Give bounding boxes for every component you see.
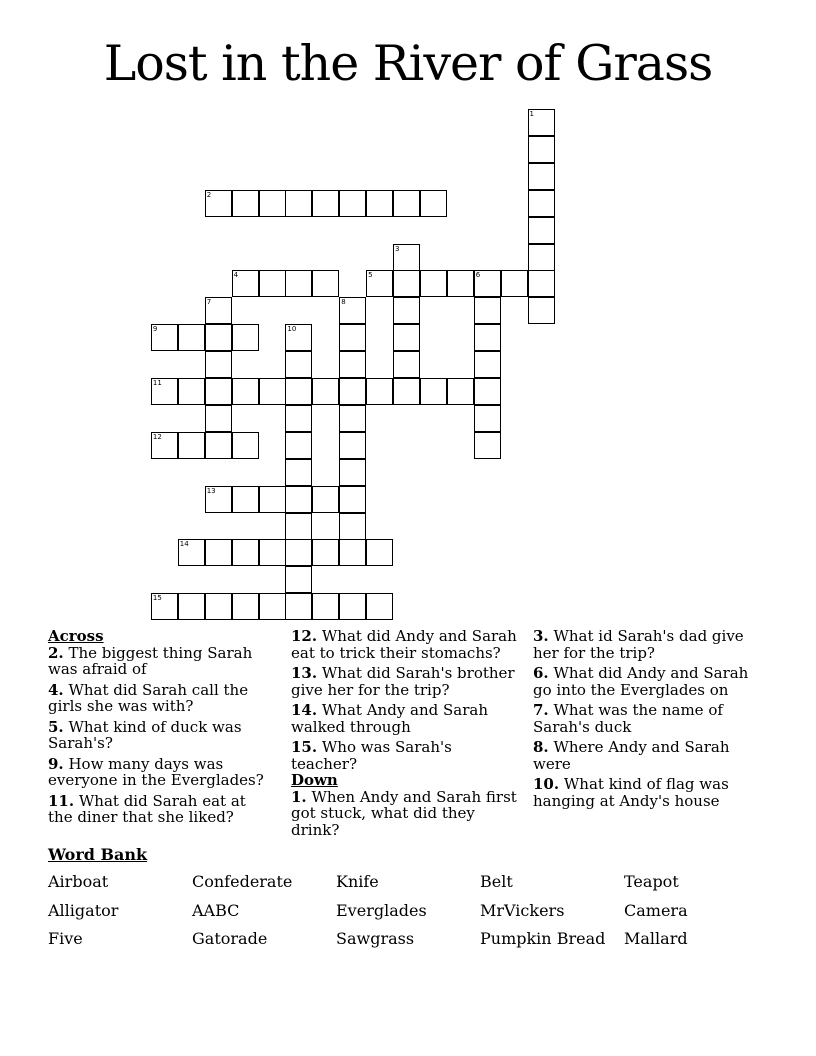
across-header: Across xyxy=(48,627,104,645)
clue-across-5 xyxy=(48,719,274,752)
grid-cell[interactable] xyxy=(285,405,312,432)
grid-cell[interactable] xyxy=(205,539,232,566)
clue-number-label: 7 xyxy=(206,298,212,307)
grid-cell[interactable] xyxy=(528,190,555,217)
clue-across-12 xyxy=(291,628,517,661)
grid-cell[interactable] xyxy=(474,324,501,351)
clues-column-1 xyxy=(48,628,274,830)
clue-number-label: 11 xyxy=(152,379,162,387)
clue-number-label: 3 xyxy=(395,244,400,253)
clue-number: 11. xyxy=(48,791,75,810)
grid-cell[interactable] xyxy=(232,378,259,405)
grid-cell[interactable] xyxy=(205,324,232,351)
grid-cell[interactable] xyxy=(393,351,420,378)
grid-cell[interactable] xyxy=(285,324,312,351)
clue-number-label: 12 xyxy=(152,432,162,441)
clue-text: What did Sarah's brother give her for the trip? xyxy=(291,664,515,699)
word-bank-item: Mallard xyxy=(624,929,688,949)
word-bank-item: Airboat xyxy=(48,872,109,891)
grid-cell[interactable] xyxy=(232,539,259,566)
word-bank xyxy=(48,872,768,949)
grid-cell[interactable] xyxy=(447,378,474,405)
grid-cell[interactable] xyxy=(205,486,232,513)
grid-cell[interactable] xyxy=(393,244,420,271)
grid-cell[interactable] xyxy=(528,244,555,271)
grid-cell[interactable] xyxy=(285,459,312,486)
grid-cell[interactable] xyxy=(339,513,366,540)
grid-cell[interactable] xyxy=(474,432,501,459)
grid-cell[interactable] xyxy=(528,109,555,136)
grid-cell[interactable] xyxy=(528,217,555,244)
clue-number: 7. xyxy=(533,701,549,719)
clue-text: What did Andy and Sarah eat to trick their stomachs? xyxy=(291,627,517,662)
clue-across-14 xyxy=(291,702,517,735)
word-bank-item: Knife xyxy=(336,872,379,891)
grid-cell[interactable] xyxy=(339,190,366,217)
grid-cell[interactable] xyxy=(178,378,205,405)
grid-cell[interactable] xyxy=(393,378,420,405)
word-bank-item: AABC xyxy=(192,900,240,920)
grid-cell[interactable] xyxy=(474,351,501,378)
grid-cell[interactable] xyxy=(312,190,339,217)
grid-cell[interactable] xyxy=(259,539,286,566)
grid-cell[interactable] xyxy=(232,432,259,459)
grid-cell[interactable] xyxy=(285,351,312,378)
clue-down-6 xyxy=(533,665,759,698)
grid-cell[interactable] xyxy=(420,190,447,217)
grid-cell[interactable] xyxy=(366,270,393,297)
clue-number-label: 2 xyxy=(206,190,212,199)
grid-cell[interactable] xyxy=(393,190,420,217)
clue-down-10 xyxy=(533,776,759,809)
clue-text: What Andy and Sarah walked through xyxy=(291,701,489,736)
grid-cell[interactable] xyxy=(312,539,339,566)
clue-number-label: 5 xyxy=(368,271,373,280)
grid-cell[interactable] xyxy=(420,378,447,405)
grid-cell[interactable] xyxy=(393,270,420,297)
grid-cell[interactable] xyxy=(285,270,312,297)
grid-cell[interactable] xyxy=(339,324,366,351)
grid-cell[interactable] xyxy=(528,136,555,163)
grid-cell[interactable] xyxy=(339,378,366,405)
word-bank-item: Confederate xyxy=(192,872,293,891)
grid-cell[interactable] xyxy=(205,378,232,405)
clue-text: The biggest thing Sarah was afraid of xyxy=(48,643,253,678)
word-bank-title: Word Bank xyxy=(48,845,148,864)
clue-number: 4. xyxy=(48,680,64,699)
clue-text: What did Andy and Sarah go into the Everglades on xyxy=(533,664,749,699)
grid-cell[interactable] xyxy=(259,593,286,620)
clue-across-2 xyxy=(48,645,274,678)
clue-number-label: 1 xyxy=(529,110,534,118)
grid-cell[interactable] xyxy=(178,432,205,459)
grid-cell[interactable] xyxy=(285,566,312,593)
clue-number: 2. xyxy=(48,643,64,662)
grid-cell[interactable] xyxy=(259,486,286,513)
grid-cell[interactable] xyxy=(232,324,259,351)
clue-down-7 xyxy=(533,702,759,735)
grid-cell[interactable] xyxy=(393,297,420,324)
word-bank-item: Five xyxy=(48,929,83,949)
grid-cell[interactable] xyxy=(178,324,205,351)
grid-cell[interactable] xyxy=(151,324,178,351)
clue-across-11 xyxy=(48,793,274,826)
word-bank-item: Teapot xyxy=(624,872,679,891)
grid-cell[interactable] xyxy=(501,270,528,297)
grid-cell[interactable] xyxy=(393,324,420,351)
clue-text: What was the name of Sarah's duck xyxy=(533,701,723,736)
clue-across-9 xyxy=(48,756,274,789)
clue-number-label: 13 xyxy=(206,486,216,495)
clue-number-label: 9 xyxy=(152,325,158,334)
grid-cell[interactable] xyxy=(205,351,232,378)
clue-text: Who was Sarah's teacher? xyxy=(291,738,452,773)
clue-number: 12. xyxy=(291,627,318,645)
grid-cell[interactable] xyxy=(259,270,286,297)
grid-cell[interactable] xyxy=(339,405,366,432)
clue-number: 14. xyxy=(291,701,318,719)
clue-number-label: 8 xyxy=(341,298,346,307)
down-header: Down xyxy=(291,771,338,789)
grid-cell[interactable] xyxy=(474,297,501,324)
clue-text: Where Andy and Sarah were xyxy=(533,738,730,773)
clue-number: 15. xyxy=(291,738,318,756)
grid-cell[interactable] xyxy=(232,593,259,620)
grid-cell[interactable] xyxy=(285,593,312,620)
grid-cell[interactable] xyxy=(312,593,339,620)
clue-number: 1. xyxy=(291,787,307,806)
clue-across-4 xyxy=(48,682,274,715)
grid-cell[interactable] xyxy=(178,539,205,566)
grid-cell[interactable] xyxy=(259,378,286,405)
clue-across-13 xyxy=(291,665,517,698)
word-bank-item: Camera xyxy=(624,900,688,920)
word-bank-item: Pumpkin Bread xyxy=(480,929,606,949)
grid-cell[interactable] xyxy=(339,297,366,324)
grid-cell[interactable] xyxy=(339,486,366,513)
word-bank-item: Gatorade xyxy=(192,929,268,949)
clue-number: 6. xyxy=(533,664,549,682)
grid-cell[interactable] xyxy=(205,297,232,324)
clue-down-3 xyxy=(533,628,759,661)
grid-cell[interactable] xyxy=(312,270,339,297)
grid-cell[interactable] xyxy=(205,593,232,620)
clue-text: What id Sarah's dad give her for the trip? xyxy=(533,627,744,662)
grid-cell[interactable] xyxy=(285,190,312,217)
clue-text: What kind of duck was Sarah's? xyxy=(48,717,242,752)
grid-cell[interactable] xyxy=(232,486,259,513)
puzzle-title: Lost in the River of Grass xyxy=(103,35,713,92)
grid-cell[interactable] xyxy=(285,486,312,513)
clue-number-label: 4 xyxy=(233,271,239,280)
grid-cell[interactable] xyxy=(528,270,555,297)
clue-down-8 xyxy=(533,739,759,772)
clue-number: 10. xyxy=(533,775,560,793)
grid-cell[interactable] xyxy=(339,432,366,459)
grid-cell[interactable] xyxy=(339,593,366,620)
grid-cell[interactable] xyxy=(285,539,312,566)
grid-cell[interactable] xyxy=(259,190,286,217)
grid-cell[interactable] xyxy=(178,593,205,620)
grid-cell[interactable] xyxy=(205,190,232,217)
clue-down-1 xyxy=(291,789,517,839)
grid-cell[interactable] xyxy=(474,270,501,297)
word-bank-item: Sawgrass xyxy=(336,929,415,949)
grid-cell[interactable] xyxy=(285,513,312,540)
grid-cell[interactable] xyxy=(205,405,232,432)
grid-cell[interactable] xyxy=(232,270,259,297)
clue-text: When Andy and Sarah first got stuck, what did they drink? xyxy=(291,787,517,839)
grid-cell[interactable] xyxy=(474,405,501,432)
grid-cell[interactable] xyxy=(151,432,178,459)
word-bank-item: Belt xyxy=(480,872,513,891)
clue-across-15 xyxy=(291,739,517,772)
grid-cell[interactable] xyxy=(366,378,393,405)
clue-text: What did Sarah call the girls she was with? xyxy=(48,680,249,715)
grid-cell[interactable] xyxy=(232,190,259,217)
clue-number: 13. xyxy=(291,664,318,682)
grid-cell[interactable] xyxy=(366,593,393,620)
grid-cell[interactable] xyxy=(339,539,366,566)
grid-cell[interactable] xyxy=(366,190,393,217)
grid-cell[interactable] xyxy=(205,432,232,459)
grid-cell[interactable] xyxy=(339,459,366,486)
grid-cell[interactable] xyxy=(447,270,474,297)
clue-number: 9. xyxy=(48,754,64,773)
word-bank-item: MrVickers xyxy=(480,900,565,920)
grid-cell[interactable] xyxy=(312,378,339,405)
clue-number: 5. xyxy=(48,717,64,736)
grid-cell[interactable] xyxy=(151,593,178,620)
clue-text: What did Sarah eat at the diner that she liked? xyxy=(48,791,246,826)
grid-cell[interactable] xyxy=(151,378,178,405)
grid-cell[interactable] xyxy=(528,163,555,190)
grid-cell[interactable] xyxy=(528,297,555,324)
clue-number: 8. xyxy=(533,738,549,756)
word-bank-item: Everglades xyxy=(336,900,427,920)
clue-text: What kind of flag was hanging at Andy's house xyxy=(533,775,729,810)
grid-cell[interactable] xyxy=(420,270,447,297)
grid-cell[interactable] xyxy=(339,351,366,378)
grid-cell[interactable] xyxy=(285,432,312,459)
clue-number-label: 14 xyxy=(179,540,189,549)
clue-number-label: 15 xyxy=(152,594,162,603)
grid-cell[interactable] xyxy=(285,378,312,405)
grid-cell[interactable] xyxy=(312,486,339,513)
clues-column-3 xyxy=(533,628,759,813)
clues-column-2 xyxy=(291,628,517,842)
clue-number-label: 6 xyxy=(475,271,481,280)
word-bank-item: Alligator xyxy=(48,900,119,920)
clue-number: 3. xyxy=(533,627,549,645)
clue-text: How many days was everyone in the Everglades? xyxy=(48,754,264,789)
grid-cell[interactable] xyxy=(366,539,393,566)
clue-number-label: 10 xyxy=(287,325,297,334)
grid-cell[interactable] xyxy=(474,378,501,405)
